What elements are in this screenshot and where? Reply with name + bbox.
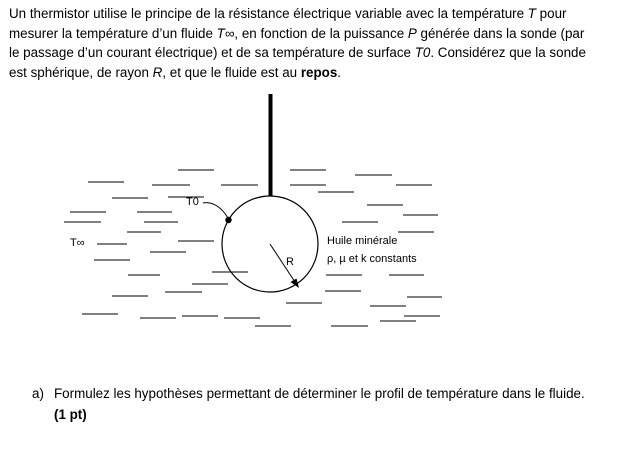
text-fragment: mesurer la température d’un fluide	[9, 25, 217, 41]
text-fragment: T0	[414, 45, 431, 61]
text-fragment: T	[527, 6, 536, 21]
text-fragment: est sphérique, de rayon	[9, 64, 153, 80]
fluid-hatch-lines	[64, 170, 442, 326]
text-fragment: , en fonction de la puissance	[234, 25, 408, 41]
question-body	[54, 383, 600, 425]
text-fragment: le passage d’un courant électrique) et de sa température de surface	[9, 45, 415, 61]
surface-point	[225, 217, 231, 223]
t0-leader-line	[203, 203, 228, 218]
label-radius: R	[286, 256, 294, 268]
text-fragment: , et que le fluide est au	[162, 64, 301, 80]
question-letter: a)	[32, 386, 44, 401]
question-points: (1 pt)	[54, 407, 87, 422]
text-fragment: . Considérez que la sonde	[430, 45, 586, 61]
text-fragment: générée dans la sonde (par	[416, 25, 585, 41]
text-fragment: .	[337, 64, 342, 80]
thermistor-stem	[269, 94, 273, 196]
text-fragment: Un thermistor utilise le principe de la résistance électrique variable avec la température	[9, 6, 528, 21]
text-fragment: repos	[300, 64, 338, 80]
text-fragment: P	[407, 25, 417, 41]
label-t-infinity: T∞	[70, 237, 85, 249]
label-t0: T0	[186, 196, 199, 208]
fluid-properties-label: ρ, µ et k constants	[327, 253, 417, 265]
text-fragment: T∞	[216, 25, 235, 41]
fluid-name-label: Huile minérale	[327, 235, 398, 247]
text-fragment: R	[152, 64, 163, 80]
question-text: Formulez les hypothèses permettant de déterminer le profil de température dans le fluide.	[54, 386, 585, 401]
text-fragment: pour	[535, 6, 567, 21]
